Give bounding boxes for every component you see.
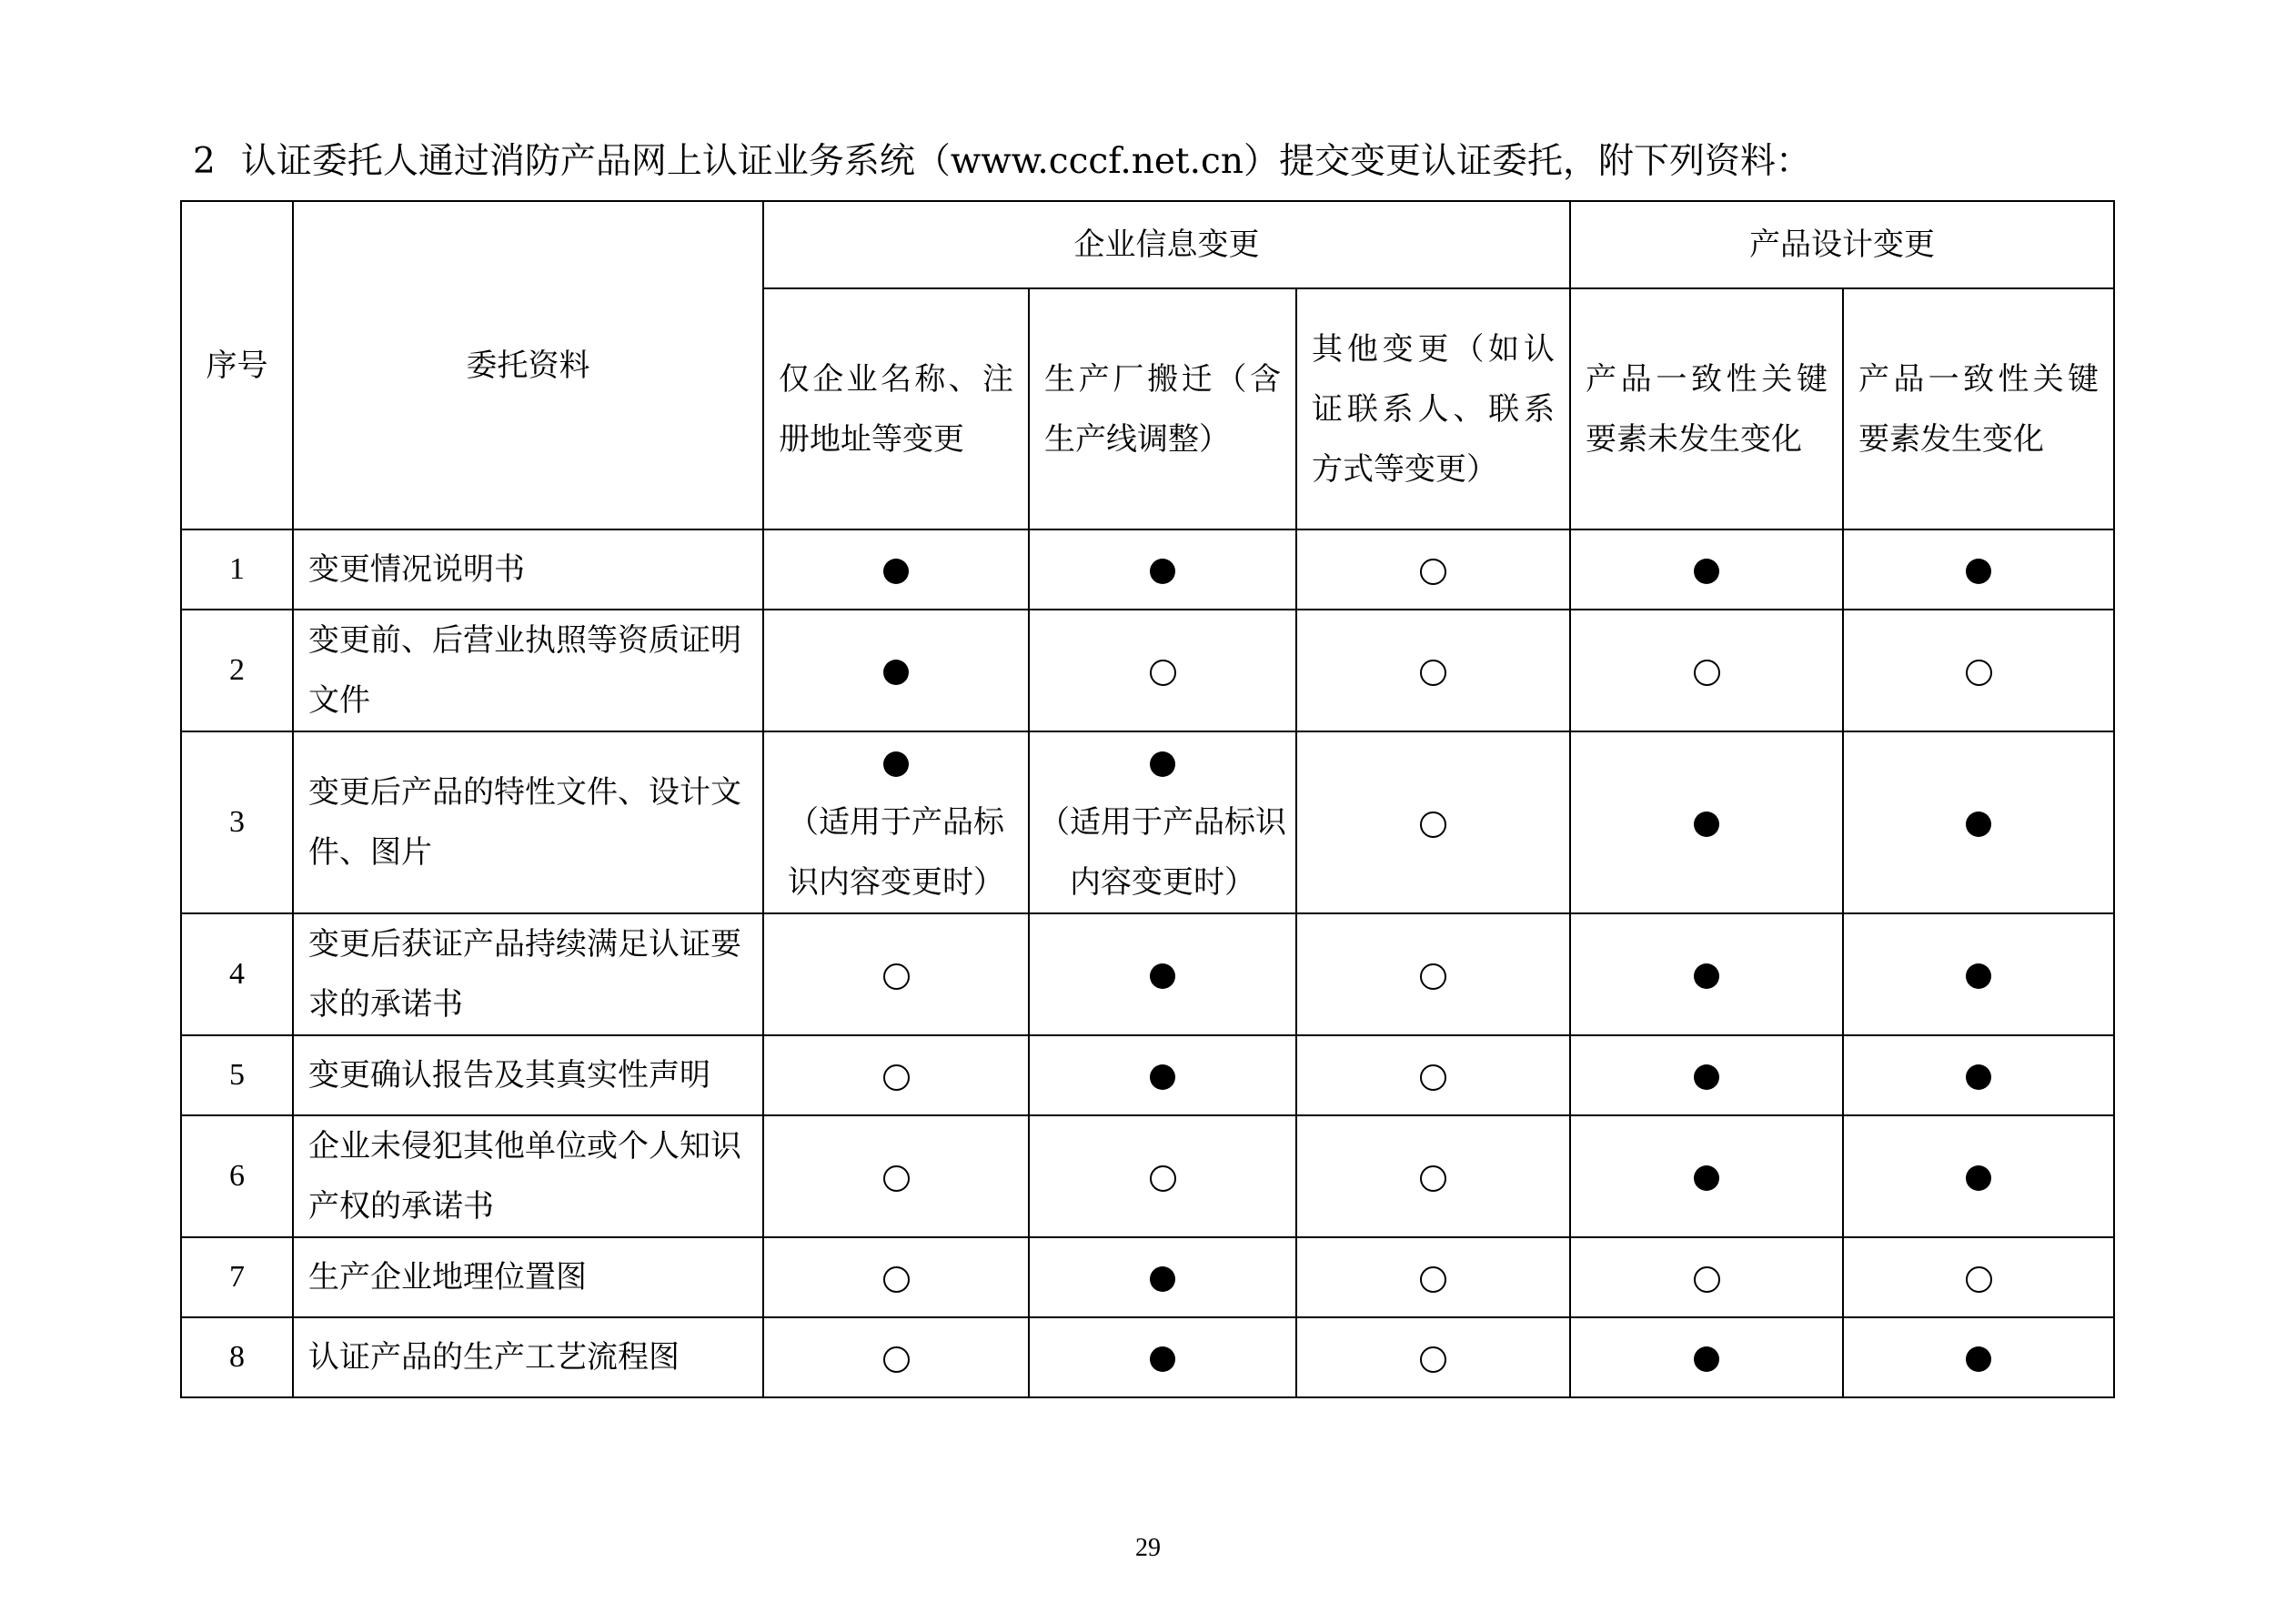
header-col-name-address: 仅企业名称、注册地址等变更: [763, 288, 1029, 529]
optional-mark-icon: [1966, 660, 1992, 686]
required-mark-icon: [1966, 1165, 1991, 1191]
cell-other: [1296, 1035, 1570, 1115]
row-index: 1: [181, 529, 293, 610]
cell-relocation: [1029, 610, 1296, 731]
header-col-relocation: 生产厂搬迁（含生产线调整）: [1029, 288, 1296, 529]
row-material: 变更后产品的特性文件、设计文件、图片: [293, 731, 763, 913]
row-material: 变更前、后营业执照等资质证明文件: [293, 610, 763, 731]
optional-mark-icon: [883, 963, 910, 990]
cell-other: [1296, 1237, 1570, 1317]
row-material: 变更情况说明书: [293, 529, 763, 610]
cell-key-changed: [1843, 610, 2114, 731]
required-mark-icon: [1150, 751, 1175, 777]
intro-text: 认证委托人通过消防产品网上认证业务系统（www.cccf.net.cn）提交变更认证委托，附下列资料：: [240, 141, 1811, 182]
table-row: [181, 529, 2114, 610]
intro-paragraph: [193, 136, 1811, 187]
cell-key-unchanged: [1570, 1115, 1843, 1237]
cell-other: [1296, 529, 1570, 610]
required-mark-icon: [883, 660, 909, 685]
header-col-key-unchanged: 产品一致性关键要素未发生变化: [1570, 288, 1843, 529]
cell-key-changed: [1843, 1115, 2114, 1237]
cell-name-address: [763, 610, 1029, 731]
cell-name-address: [763, 1035, 1029, 1115]
header-row-groups: [181, 201, 2114, 288]
row-index: 5: [181, 1035, 293, 1115]
row-material: 认证产品的生产工艺流程图: [293, 1317, 763, 1397]
required-mark-icon: [1150, 1064, 1175, 1090]
optional-mark-icon: [1420, 1165, 1446, 1192]
required-mark-icon: [1694, 559, 1719, 584]
cell-other: [1296, 731, 1570, 913]
required-mark-icon: [1966, 559, 1991, 584]
row-index: 4: [181, 913, 293, 1035]
required-mark-icon: [1966, 963, 1991, 989]
cell-relocation: [1029, 1237, 1296, 1317]
optional-mark-icon: [1420, 963, 1446, 990]
cell-note: （适用于产品标识内容变更时）: [1039, 804, 1286, 901]
cell-name-address: [763, 1115, 1029, 1237]
optional-mark-icon: [1150, 1165, 1176, 1192]
cell-name-address: [763, 1317, 1029, 1397]
table-body: [181, 529, 2114, 1397]
optional-mark-icon: [1420, 1346, 1446, 1373]
cell-key-changed: [1843, 731, 2114, 913]
cell-name-address: [763, 913, 1029, 1035]
required-mark-icon: [1966, 1064, 1991, 1090]
cell-relocation: [1029, 1035, 1296, 1115]
cell-relocation: [1029, 1317, 1296, 1397]
cell-key-unchanged: [1570, 731, 1843, 913]
optional-mark-icon: [1694, 660, 1720, 686]
cell-name-address: [763, 1237, 1029, 1317]
cell-other: [1296, 913, 1570, 1035]
required-mark-icon: [1694, 963, 1719, 989]
cell-key-unchanged: [1570, 913, 1843, 1035]
header-materials: 委托资料: [293, 201, 763, 529]
row-material: 生产企业地理位置图: [293, 1237, 763, 1317]
intro-number: 2: [193, 141, 216, 182]
table-row: [181, 1115, 2114, 1237]
optional-mark-icon: [883, 1266, 910, 1293]
cell-name-address: [763, 529, 1029, 610]
table-row: [181, 1237, 2114, 1317]
required-mark-icon: [1694, 1165, 1719, 1191]
cell-relocation: [1029, 1115, 1296, 1237]
required-mark-icon: [883, 559, 909, 584]
row-index: 6: [181, 1115, 293, 1237]
optional-mark-icon: [1420, 660, 1446, 686]
cell-key-unchanged: [1570, 1035, 1843, 1115]
required-mark-icon: [1150, 963, 1175, 989]
optional-mark-icon: [883, 1165, 910, 1192]
row-index: 3: [181, 731, 293, 913]
required-mark-icon: [1694, 1346, 1719, 1372]
required-mark-icon: [1966, 812, 1991, 837]
optional-mark-icon: [1150, 660, 1176, 686]
row-material: 企业未侵犯其他单位或个人知识产权的承诺书: [293, 1115, 763, 1237]
cell-key-unchanged: [1570, 529, 1843, 610]
optional-mark-icon: [883, 1346, 910, 1373]
optional-mark-icon: [1966, 1266, 1992, 1293]
page-number: 29: [1135, 1534, 1161, 1562]
row-index: 8: [181, 1317, 293, 1397]
header-col-other: 其他变更（如认证联系人、联系方式等变更）: [1296, 288, 1570, 529]
header-seq: 序号: [181, 201, 293, 529]
header-group-enterprise: 企业信息变更: [763, 201, 1570, 288]
cell-name-address: [763, 731, 1029, 913]
table-row: [181, 1035, 2114, 1115]
header-group-design: 产品设计变更: [1570, 201, 2114, 288]
cell-other: [1296, 1115, 1570, 1237]
header-col-key-changed: 产品一致性关键要素发生变化: [1843, 288, 2114, 529]
required-mark-icon: [1150, 1346, 1175, 1372]
required-mark-icon: [1694, 1064, 1719, 1090]
cell-relocation: [1029, 529, 1296, 610]
cell-key-changed: [1843, 529, 2114, 610]
cell-key-changed: [1843, 1035, 2114, 1115]
change-materials-table: [180, 200, 2115, 1398]
cell-relocation: [1029, 731, 1296, 913]
table-row: [181, 913, 2114, 1035]
cell-key-unchanged: [1570, 1237, 1843, 1317]
required-mark-icon: [1150, 1266, 1175, 1292]
cell-key-changed: [1843, 1317, 2114, 1397]
table-row: [181, 610, 2114, 731]
row-index: 2: [181, 610, 293, 731]
cell-key-changed: [1843, 913, 2114, 1035]
row-material: 变更后获证产品持续满足认证要求的承诺书: [293, 913, 763, 1035]
required-mark-icon: [1966, 1346, 1991, 1372]
cell-key-unchanged: [1570, 1317, 1843, 1397]
optional-mark-icon: [883, 1064, 910, 1091]
cell-note: （适用于产品标识内容变更时）: [788, 804, 1004, 901]
optional-mark-icon: [1420, 1064, 1446, 1091]
optional-mark-icon: [1420, 1266, 1446, 1293]
table-row: [181, 731, 2114, 913]
optional-mark-icon: [1420, 559, 1446, 585]
optional-mark-icon: [1420, 812, 1446, 838]
cell-relocation: [1029, 913, 1296, 1035]
cell-other: [1296, 610, 1570, 731]
row-index: 7: [181, 1237, 293, 1317]
cell-other: [1296, 1317, 1570, 1397]
optional-mark-icon: [1694, 1266, 1720, 1293]
required-mark-icon: [1694, 812, 1719, 837]
row-material: 变更确认报告及其真实性声明: [293, 1035, 763, 1115]
cell-key-unchanged: [1570, 610, 1843, 731]
table-row: [181, 1317, 2114, 1397]
required-mark-icon: [1150, 559, 1175, 584]
cell-key-changed: [1843, 1237, 2114, 1317]
required-mark-icon: [883, 751, 909, 777]
